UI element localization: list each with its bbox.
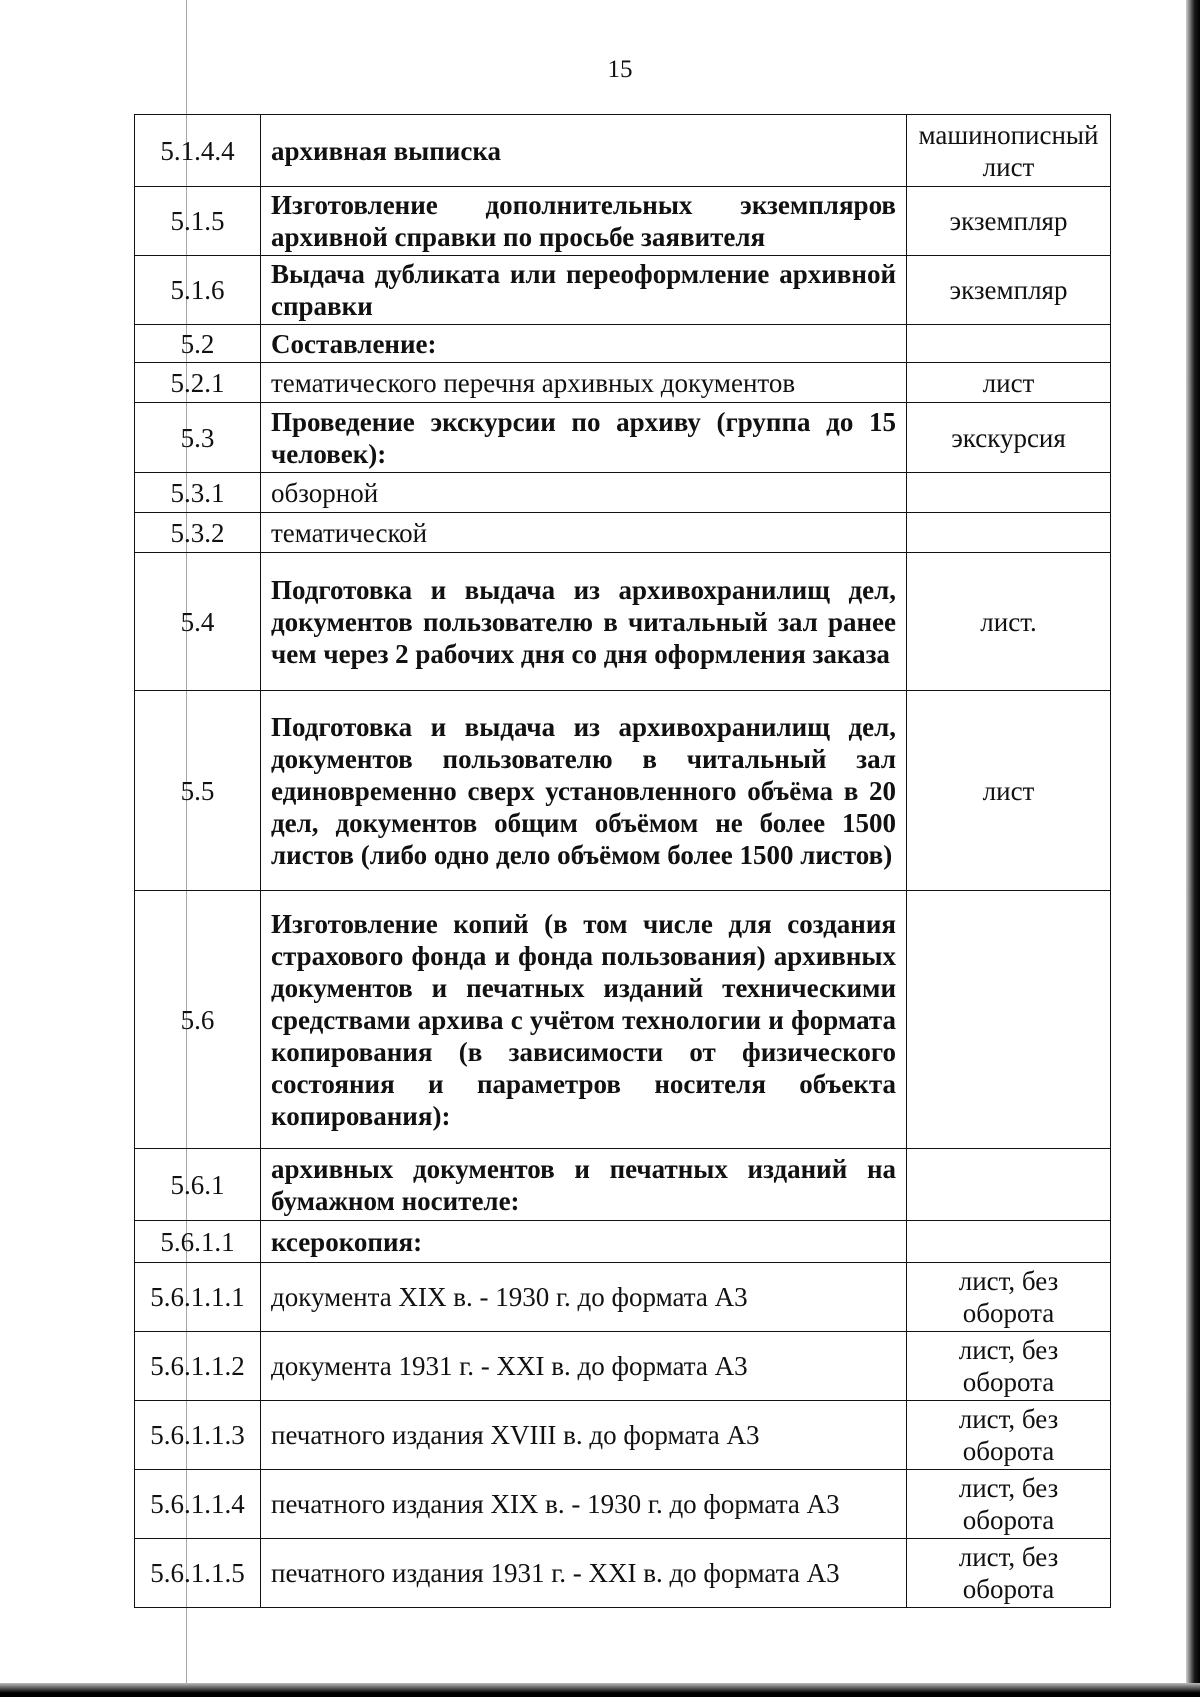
unit-of-measure: лист, без оборота <box>907 1401 1111 1470</box>
unit-of-measure: лист, без оборота <box>907 1470 1111 1539</box>
unit-of-measure: лист, без оборота <box>907 1332 1111 1401</box>
service-name: печатного издания XVIII в. до формата А3 <box>261 1401 907 1470</box>
table-row <box>135 256 1111 325</box>
service-name: Подготовка и выдача из архивохранилищ дел, документов пользователю в читальный зал единовременно сверх установленного объёма в 20 дел, документов общим объёмом не более 1500 листов (либо одно дело объёмом более 1500 листов) <box>261 691 907 891</box>
service-name: ксерокопия: <box>261 1221 907 1263</box>
unit-of-measure: экскурсия <box>907 403 1111 473</box>
row-number: 5.5 <box>135 691 261 891</box>
unit-of-measure: лист, без оборота <box>907 1539 1111 1608</box>
table-row <box>135 553 1111 691</box>
row-number: 5.6.1 <box>135 1149 261 1221</box>
unit-of-measure <box>907 891 1111 1149</box>
table-row <box>135 473 1111 513</box>
service-name: документа XIX в. - 1930 г. до формата А3 <box>261 1263 907 1332</box>
row-number: 5.2 <box>135 325 261 363</box>
unit-of-measure: экземпляр <box>907 187 1111 256</box>
row-number: 5.1.6 <box>135 256 261 325</box>
scan-edge-bottom <box>0 1683 1200 1697</box>
table-row <box>135 1221 1111 1263</box>
row-number: 5.6.1.1 <box>135 1221 261 1263</box>
unit-of-measure: машинописный лист <box>907 115 1111 187</box>
table-row <box>135 1401 1111 1470</box>
table-row <box>135 1539 1111 1608</box>
row-number: 5.2.1 <box>135 363 261 403</box>
row-number: 5.1.4.4 <box>135 115 261 187</box>
unit-of-measure: экземпляр <box>907 256 1111 325</box>
unit-of-measure <box>907 513 1111 553</box>
row-number: 5.3.2 <box>135 513 261 553</box>
service-name: архивная выписка <box>261 115 907 187</box>
table-row <box>135 513 1111 553</box>
table-row <box>135 1470 1111 1539</box>
table-row <box>135 187 1111 256</box>
table-row <box>135 363 1111 403</box>
row-number: 5.6.1.1.2 <box>135 1332 261 1401</box>
row-number: 5.4 <box>135 553 261 691</box>
table-row <box>135 1149 1111 1221</box>
service-name: Изготовление копий (в том числе для создания страхового фонда и фонда пользования) архивных документов и печатных изданий техническими средствами архива с учётом технологии и формата копирования (в зависимости от физического состояния и параметров носителя объекта копирования): <box>261 891 907 1149</box>
service-name: обзорной <box>261 473 907 513</box>
table-row <box>135 1332 1111 1401</box>
unit-of-measure <box>907 325 1111 363</box>
unit-of-measure: лист. <box>907 553 1111 691</box>
service-name: печатного издания XIX в. - 1930 г. до формата А3 <box>261 1470 907 1539</box>
table-row <box>135 325 1111 363</box>
service-name: тематического перечня архивных документов <box>261 363 907 403</box>
table-row <box>135 115 1111 187</box>
service-name: Изготовление дополнительных экземпляров архивной справки по просьбе заявителя <box>261 187 907 256</box>
service-name: документа 1931 г. - XXI в. до формата А3 <box>261 1332 907 1401</box>
service-name: Выдача дубликата или переоформление архивной справки <box>261 256 907 325</box>
table-row <box>135 403 1111 473</box>
service-name: архивных документов и печатных изданий на бумажном носителе: <box>261 1149 907 1221</box>
row-number: 5.3 <box>135 403 261 473</box>
page-number: 15 <box>607 56 633 83</box>
row-number: 5.6.1.1.5 <box>135 1539 261 1608</box>
table-body <box>135 115 1111 1608</box>
row-number: 5.3.1 <box>135 473 261 513</box>
table-row <box>135 891 1111 1149</box>
unit-of-measure: лист <box>907 691 1111 891</box>
unit-of-measure <box>907 1221 1111 1263</box>
unit-of-measure <box>907 473 1111 513</box>
table-row <box>135 691 1111 891</box>
scan-edge-right <box>1186 0 1200 1697</box>
service-name: Подготовка и выдача из архивохранилищ дел, документов пользователю в читальный зал ранее чем через 2 рабочих дня со дня оформления заказа <box>261 553 907 691</box>
row-number: 5.1.5 <box>135 187 261 256</box>
services-table <box>134 114 1111 1608</box>
unit-of-measure <box>907 1149 1111 1221</box>
service-name: тематической <box>261 513 907 553</box>
row-number: 5.6.1.1.1 <box>135 1263 261 1332</box>
row-number: 5.6 <box>135 891 261 1149</box>
service-name: Составление: <box>261 325 907 363</box>
service-name: Проведение экскурсии по архиву (группа до 15 человек): <box>261 403 907 473</box>
row-number: 5.6.1.1.3 <box>135 1401 261 1470</box>
unit-of-measure: лист <box>907 363 1111 403</box>
service-name: печатного издания 1931 г. - XXI в. до формата А3 <box>261 1539 907 1608</box>
table-row <box>135 1263 1111 1332</box>
unit-of-measure: лист, без оборота <box>907 1263 1111 1332</box>
row-number: 5.6.1.1.4 <box>135 1470 261 1539</box>
